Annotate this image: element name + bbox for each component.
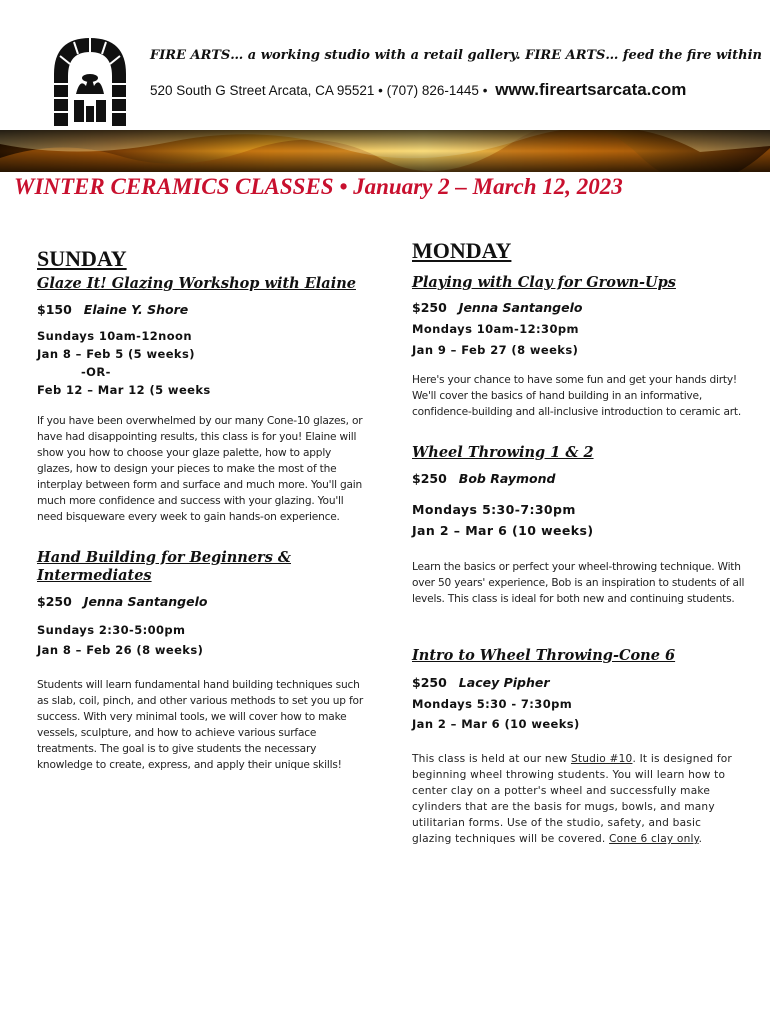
class-price-line bbox=[412, 300, 582, 315]
tagline: FIRE ARTS… a working studio with a retail gallery. FIRE ARTS… feed the fire within bbox=[150, 48, 762, 63]
class-title-intro-wheel-cone6: Intro to Wheel Throwing-Cone 6 bbox=[412, 647, 676, 664]
class-description: If you have been overwhelmed by our many Cone-10 glazes, or have had disappointing results, this class is for you! Elaine will show you how to choose your glaze palette, how to apply glazes, how to design your pieces to make the most of the interplay between form and surface and much more. You'll gain much more confidence and success with your glazing. You'll need bisqueware every week to gain hands-on experience. bbox=[37, 415, 363, 523]
kiln-fire-logo-icon bbox=[50, 34, 130, 128]
schedule-line: Jan 2 – Mar 6 (10 weeks) bbox=[412, 523, 594, 538]
class-description: Learn the basics or perfect your wheel-throwing technique. With over 50 years' experience, Bob is an inspiration to students of all levels. This class is ideal for both new and continuing students. bbox=[412, 561, 745, 605]
class-instructor: Bob Raymond bbox=[458, 471, 556, 486]
class-price-line bbox=[37, 594, 207, 609]
address-line bbox=[150, 80, 686, 100]
schedule-line: Feb 12 – Mar 12 (5 weeks bbox=[37, 383, 211, 397]
class-price: $250 bbox=[412, 300, 447, 315]
class-schedule bbox=[412, 320, 579, 359]
class-price: $250 bbox=[37, 594, 72, 609]
studio-10-link[interactable]: Studio #10 bbox=[570, 753, 633, 765]
page-title: WINTER CERAMICS CLASSES • January 2 – March 12, 2023 bbox=[14, 174, 623, 199]
class-instructor: Jenna Santangelo bbox=[83, 594, 208, 609]
schedule-line: Jan 8 – Feb 5 (5 weeks) bbox=[37, 347, 195, 361]
class-schedule bbox=[412, 695, 580, 733]
desc-text: . It is designed for beginning wheel throwing students. You will learn how to center clay on a potter's wheel and successfully make cylinders that are the basis for mugs, bowls, and many utilitarian forms. Use of the studio, safety, and basic glazing techniques will be covered. bbox=[412, 753, 732, 845]
class-price: $250 bbox=[412, 675, 447, 690]
class-title-wheel-throwing: Wheel Throwing 1 & 2 bbox=[412, 444, 594, 461]
schedule-line: Jan 9 – Feb 27 (8 weeks) bbox=[412, 343, 579, 357]
class-schedule bbox=[37, 327, 211, 399]
schedule-line: Sundays 10am-12noon bbox=[37, 329, 192, 343]
class-schedule bbox=[412, 499, 593, 541]
class-description: Here's your chance to have some fun and get your hands dirty! We'll cover the basics of hand building in an informative, confidence-building and all-inclusive introduction to ceramic art. bbox=[412, 374, 742, 418]
class-price-line bbox=[37, 302, 188, 317]
class-price: $150 bbox=[37, 302, 72, 317]
schedule-line: Mondays 5:30-7:30pm bbox=[412, 502, 576, 517]
class-instructor: Elaine Y. Shore bbox=[83, 302, 189, 317]
schedule-line: Mondays 10am-12:30pm bbox=[412, 322, 579, 336]
class-price-line bbox=[412, 675, 550, 690]
class-description: Students will learn fundamental hand building techniques such as slab, coil, pinch, and other various methods to set you up for success. With very minimal tools, we will cover how to make vessels, sculpture, and how to achieve various surface treatments. The goal is to give students the necessary knowledge to create, express, and apply their unique skills! bbox=[37, 679, 363, 771]
address: 520 South G Street Arcata, CA 95521 • (707) 826-1445 • bbox=[150, 83, 488, 98]
cone6-clay-note: Cone 6 clay only bbox=[609, 833, 699, 845]
desc-text: . bbox=[698, 833, 703, 845]
class-title-glaze-it: Glaze It! Glazing Workshop with Elaine bbox=[37, 275, 356, 292]
schedule-line: Mondays 5:30 - 7:30pm bbox=[412, 697, 573, 711]
day-heading-sunday: SUNDAY bbox=[37, 246, 127, 271]
desc-text: This class is held at our new bbox=[412, 753, 571, 765]
day-heading-monday: MONDAY bbox=[412, 238, 512, 263]
class-price-line bbox=[412, 471, 556, 486]
website-link[interactable]: www.fireartsarcata.com bbox=[495, 80, 687, 99]
class-price: $250 bbox=[412, 471, 447, 486]
class-description bbox=[412, 751, 742, 847]
fire-banner-image bbox=[0, 130, 770, 172]
class-title-hand-building: Hand Building for Beginners & Intermediates bbox=[37, 549, 291, 584]
schedule-line: Jan 2 – Mar 6 (10 weeks) bbox=[412, 717, 580, 731]
schedule-line: -OR- bbox=[81, 365, 111, 379]
schedule-line: Sundays 2:30-5:00pm bbox=[37, 623, 186, 637]
schedule-line: Jan 8 – Feb 26 (8 weeks) bbox=[37, 643, 204, 657]
class-title-playing-with-clay: Playing with Clay for Grown-Ups bbox=[412, 274, 676, 291]
class-instructor: Lacey Pipher bbox=[458, 675, 550, 690]
class-instructor: Jenna Santangelo bbox=[458, 300, 583, 315]
class-schedule bbox=[37, 621, 203, 659]
